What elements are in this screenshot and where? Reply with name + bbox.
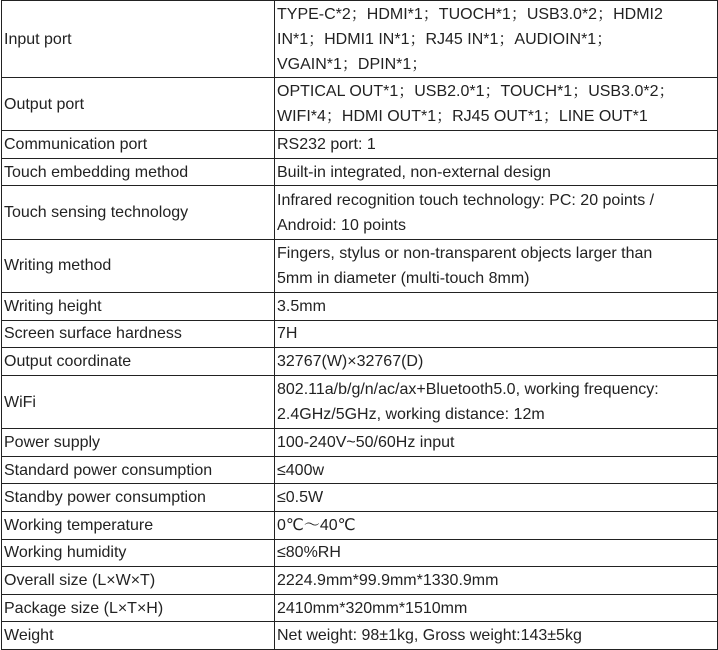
spec-row <box>2 622 718 650</box>
spec-row <box>2 131 718 159</box>
spec-value-line: 2410mm*320mm*1510mm <box>277 599 468 617</box>
spec-row <box>2 375 718 428</box>
spec-row <box>2 594 718 622</box>
spec-label: Writing method <box>2 239 275 292</box>
spec-row <box>2 186 718 239</box>
spec-label: Overall size (L×W×T) <box>2 567 275 595</box>
spec-value-line: Android: 10 points <box>277 216 406 234</box>
spec-row <box>2 456 718 484</box>
spec-row <box>2 348 718 376</box>
spec-label: Communication port <box>2 131 275 159</box>
spec-value <box>275 348 718 376</box>
spec-label: Working humidity <box>2 539 275 567</box>
spec-value-line: RS232 port: 1 <box>277 136 376 154</box>
spec-value-line: 2224.9mm*99.9mm*1330.9mm <box>277 571 499 589</box>
spec-table-body <box>2 1 718 650</box>
spec-value <box>275 131 718 159</box>
spec-label: Input port <box>2 1 275 78</box>
spec-row <box>2 158 718 186</box>
spec-row <box>2 539 718 567</box>
spec-label: Working temperature <box>2 511 275 539</box>
spec-row <box>2 429 718 457</box>
spec-value-line: Fingers, stylus or non-transparent objects larger than <box>277 244 653 262</box>
spec-value <box>275 456 718 484</box>
spec-label: Output port <box>2 78 275 131</box>
spec-value-line: ≤400w <box>277 461 325 479</box>
spec-value-line: 5mm in diameter (multi-touch 8mm) <box>277 269 530 287</box>
spec-value <box>275 429 718 457</box>
spec-value-line: OPTICAL OUT*1；USB2.0*1；TOUCH*1；USB3.0*2； <box>277 83 675 101</box>
spec-value <box>275 539 718 567</box>
spec-value-line: 3.5mm <box>277 297 326 315</box>
spec-value <box>275 239 718 292</box>
spec-value <box>275 78 718 131</box>
spec-label: Weight <box>2 622 275 650</box>
spec-label: Touch sensing technology <box>2 186 275 239</box>
spec-value <box>275 186 718 239</box>
spec-value-line: VGAIN*1；DPIN*1； <box>277 55 428 73</box>
spec-row <box>2 78 718 131</box>
spec-label: WiFi <box>2 375 275 428</box>
spec-value-line: Infrared recognition touch technology: PC: 20 points / <box>277 191 655 209</box>
spec-value-line: 2.4GHz/5GHz, working distance: 12m <box>277 406 545 423</box>
spec-value-line: 100-240V~50/60Hz input <box>277 433 455 451</box>
spec-value <box>275 511 718 539</box>
spec-label: Output coordinate <box>2 348 275 376</box>
spec-label: Touch embedding method <box>2 158 275 186</box>
spec-label: Screen surface hardness <box>2 320 275 348</box>
spec-value-line: IN*1；HDMI1 IN*1；RJ45 IN*1；AUDIOIN*1； <box>277 30 613 48</box>
spec-value-line: Net weight: 98±1kg, Gross weight:143±5kg <box>277 627 582 645</box>
spec-value-line: 0℃～40℃ <box>277 516 356 534</box>
spec-value <box>275 375 718 428</box>
spec-value-line: WIFI*4；HDMI OUT*1；RJ45 OUT*1；LINE OUT*1 <box>277 108 648 126</box>
spec-value-line: 802.11a/b/g/n/ac/ax+Bluetooth5.0, working frequency: <box>277 381 659 398</box>
spec-value <box>275 594 718 622</box>
spec-row <box>2 320 718 348</box>
spec-value <box>275 1 718 78</box>
spec-label: Standard power consumption <box>2 456 275 484</box>
spec-label: Package size (L×T×H) <box>2 594 275 622</box>
spec-row <box>2 567 718 595</box>
spec-value-line: TYPE-C*2；HDMI*1；TUOCH*1；USB3.0*2；HDMI2 <box>277 5 663 23</box>
spec-value <box>275 484 718 512</box>
spec-value <box>275 320 718 348</box>
spec-row <box>2 239 718 292</box>
spec-value-line: ≤80%RH <box>277 544 341 562</box>
spec-row <box>2 484 718 512</box>
spec-value <box>275 158 718 186</box>
spec-value-line: 7H <box>277 325 298 343</box>
spec-table <box>1 0 718 650</box>
spec-row <box>2 1 718 78</box>
spec-value <box>275 293 718 321</box>
spec-label: Writing height <box>2 293 275 321</box>
spec-value-line: ≤0.5W <box>277 489 324 507</box>
spec-row <box>2 511 718 539</box>
spec-value <box>275 622 718 650</box>
spec-value <box>275 567 718 595</box>
spec-value-line: Built-in integrated, non-external design <box>277 163 551 181</box>
spec-value-line: 32767(W)×32767(D) <box>277 353 424 371</box>
spec-label: Power supply <box>2 429 275 457</box>
spec-row <box>2 293 718 321</box>
spec-label: Standby power consumption <box>2 484 275 512</box>
